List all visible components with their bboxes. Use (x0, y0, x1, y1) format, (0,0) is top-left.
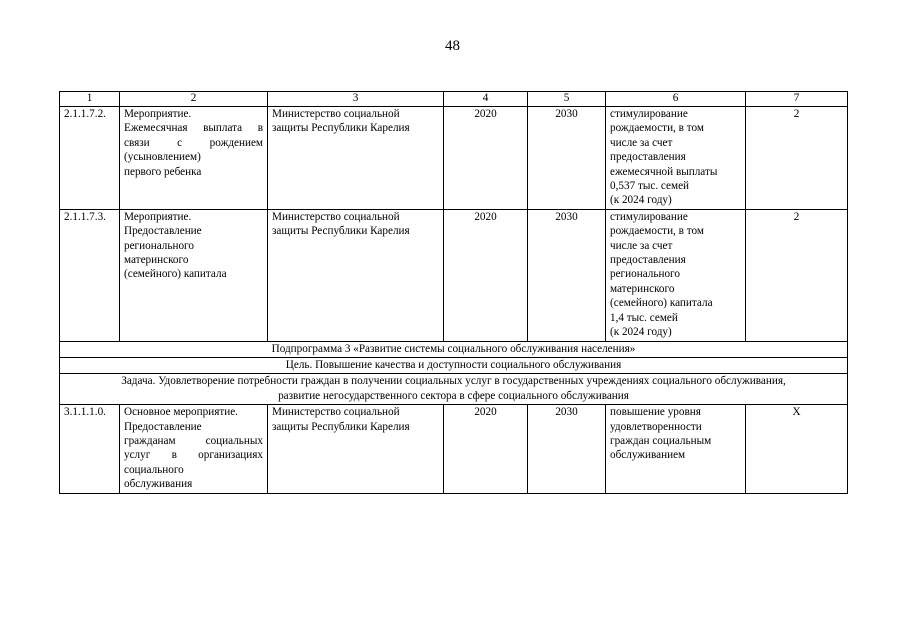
text-line: рождаемости, в том (610, 225, 704, 238)
text-line: повышение уровня (610, 406, 701, 419)
text-line: (к 2024 году) (610, 194, 672, 207)
text-line: первого ребенка (124, 165, 202, 178)
text-line: защиты Республики Карелия (272, 420, 410, 433)
end-year: 2030 (528, 405, 606, 493)
start-year: 2020 (444, 107, 528, 210)
table-row (60, 107, 848, 210)
expected-result (606, 107, 746, 210)
indicator-link: 2 (746, 209, 848, 341)
task-text (60, 374, 848, 405)
text-line: (семейного) капитала (124, 268, 227, 281)
column-number-row (60, 92, 848, 107)
text-line: обслуживания (124, 478, 193, 491)
text-line: Задача. Удовлетворение потребности граждан в получении социальных услуг в государственных учреждениях социального обслуживания, (121, 375, 786, 388)
expected-result (606, 209, 746, 341)
subprogram-row (60, 341, 848, 357)
text-line: социального (124, 463, 184, 476)
text-line: регионального (610, 268, 680, 281)
text-line: стимулирование (610, 108, 688, 120)
text-line: обслуживанием (610, 449, 686, 462)
text-line: Мероприятие. (124, 210, 192, 223)
column-number: 5 (528, 92, 606, 107)
text-line: материнского (610, 282, 675, 295)
text-line: граждан социальным (610, 434, 712, 447)
activity-name (120, 405, 268, 493)
text-line: Мероприятие. (124, 108, 192, 120)
text-line: (усыновлением) (124, 151, 201, 164)
text-line: предоставления (610, 254, 686, 267)
text-line: развитие негосударственного сектора в сфере социального обслуживания (278, 389, 629, 402)
text-line: стимулирование (610, 210, 688, 223)
text-line: Министерство социальной (272, 108, 400, 120)
text-line: рождаемости, в том (610, 122, 704, 135)
text-line: числе за счет (610, 239, 673, 252)
executor (268, 405, 444, 493)
column-number: 2 (120, 92, 268, 107)
text-line: 1,4 тыс. семей (610, 311, 678, 324)
indicator-link: Х (746, 405, 848, 493)
activity-name (120, 107, 268, 210)
column-number: 3 (268, 92, 444, 107)
text-line: материнского (124, 254, 189, 267)
column-number: 1 (60, 92, 120, 107)
program-table (59, 91, 848, 494)
subprogram-title: Подпрограмма 3 «Развитие системы социального обслуживания населения» (60, 341, 848, 357)
goal-row (60, 357, 848, 373)
text-line: числе за счет (610, 136, 673, 149)
executor (268, 107, 444, 210)
text-line: 0,537 тыс. семей (610, 180, 690, 193)
executor (268, 209, 444, 341)
text-line: (семейного) капитала (610, 297, 713, 310)
text-line: предоставления (610, 151, 686, 164)
page-number: 48 (445, 38, 460, 54)
column-number: 6 (606, 92, 746, 107)
row-code: 2.1.1.7.3. (60, 209, 120, 341)
text-line: Предоставление (124, 420, 202, 433)
text-line: (к 2024 году) (610, 326, 672, 339)
column-number: 7 (746, 92, 848, 107)
column-number: 4 (444, 92, 528, 107)
text-line: регионального (124, 239, 194, 252)
task-row (60, 374, 848, 405)
text-line: удовлетворенности (610, 420, 702, 433)
row-code: 3.1.1.1.0. (60, 405, 120, 493)
text-line: Министерство социальной (272, 210, 400, 223)
text-line: защиты Республики Карелия (272, 122, 410, 135)
end-year: 2030 (528, 107, 606, 210)
table-row (60, 405, 848, 493)
goal-text: Цель. Повышение качества и доступности социального обслуживания (60, 357, 848, 373)
text-line: услуг в организациях (124, 449, 263, 462)
text-line: Ежемесячная выплата в (124, 122, 263, 135)
text-line: гражданам социальных (124, 434, 263, 447)
text-line: связи с рождением (124, 136, 263, 149)
text-line: ежемесячной выплаты (610, 165, 718, 178)
end-year: 2030 (528, 209, 606, 341)
row-code: 2.1.1.7.2. (60, 107, 120, 210)
expected-result (606, 405, 746, 493)
table-row (60, 209, 848, 341)
start-year: 2020 (444, 405, 528, 493)
text-line: Министерство социальной (272, 406, 400, 419)
activity-name (120, 209, 268, 341)
indicator-link: 2 (746, 107, 848, 210)
text-line: Предоставление (124, 225, 202, 238)
start-year: 2020 (444, 209, 528, 341)
text-line: защиты Республики Карелия (272, 225, 410, 238)
text-line: Основное мероприятие. (124, 406, 238, 419)
